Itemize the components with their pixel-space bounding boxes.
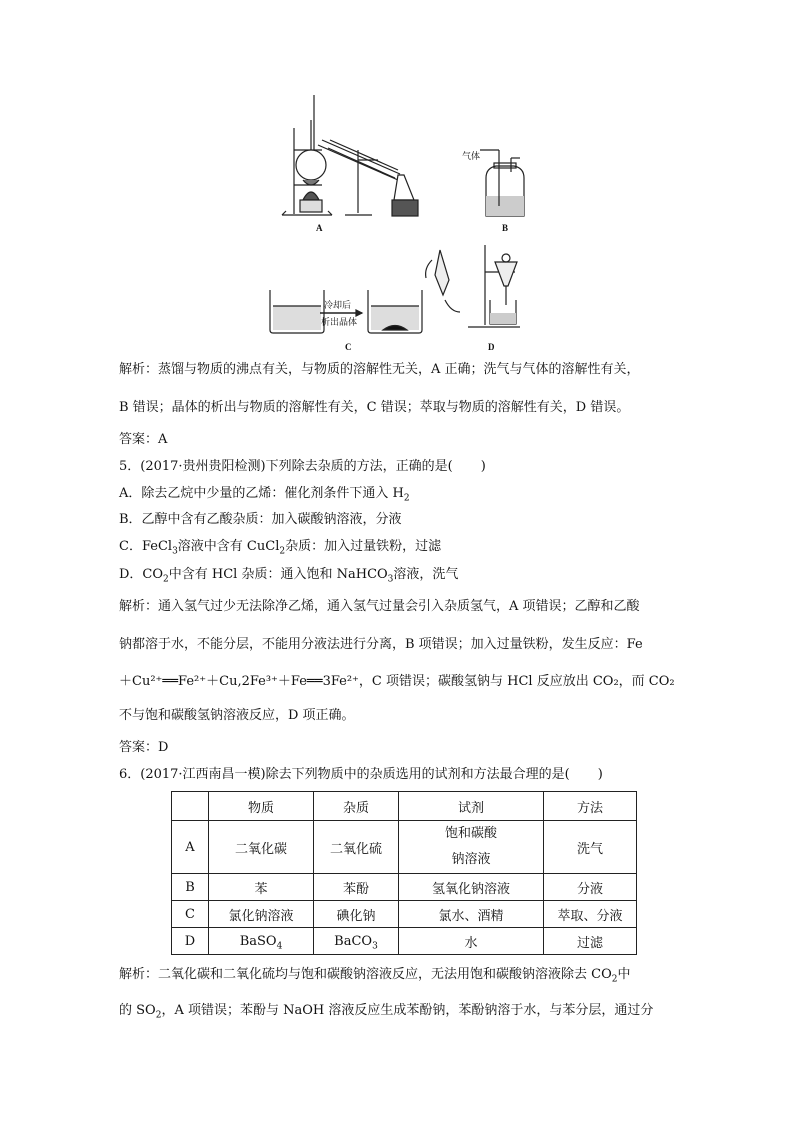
q6-analysis-1-tail: 中 — [617, 967, 631, 982]
cell-text: BaSO — [239, 933, 277, 949]
q6-analysis-2-sub: 2 — [155, 1010, 162, 1021]
table-header-cell: 方法 — [544, 792, 637, 821]
table-row — [172, 874, 637, 901]
q5-analysis-line-3: ＋Cu²⁺══Fe²⁺＋Cu,2Fe³⁺＋Fe══3Fe²⁺，C 项错误；碳酸氢钠与 HCl 反应放出 CO₂，而 CO₂ — [119, 674, 675, 689]
q6-analysis-1-sub: 2 — [611, 974, 618, 985]
figure-label-b: B — [502, 223, 509, 233]
q5-analysis-line-1: 解析：通入氢气过少无法除净乙烯，通入氢气过量会引入杂质氢气，A 项错误；乙醇和乙酸 — [119, 599, 640, 614]
table-cell — [399, 821, 544, 874]
table-cell: 过滤 — [544, 928, 637, 955]
q5-analysis-line-2: 钠都溶于水，不能分层，不能用分液法进行分离，B 项错误；加入过量铁粉，发生反应：Fe — [119, 637, 643, 652]
q5-option-c-part2: 溶液中含有 CuCl — [177, 539, 280, 554]
reagent-line-2: 钠溶液 — [451, 852, 491, 867]
q6-analysis-line-2 — [119, 1002, 653, 1020]
q5-stem-text: 5．(2017·贵州贵阳检测)下列除去杂质的方法，正确的是( — [119, 459, 453, 474]
q5-option-d-part2: 中含有 HCl 杂质：通入饱和 NaHCO — [168, 567, 388, 582]
figure-label-c: C — [345, 342, 352, 352]
q6-stem-paren: ) — [597, 767, 603, 782]
q5-option-a-text: A．除去乙烷中少量的乙烯：催化剂条件下通入 H — [119, 486, 404, 501]
table-cell: 水 — [399, 928, 544, 955]
q6-options-table — [171, 791, 637, 955]
table-cell — [314, 928, 399, 955]
table-cell: 碘化钠 — [314, 901, 399, 928]
table-row — [172, 901, 637, 928]
table-cell: 二氧化硫 — [314, 821, 399, 874]
gas-label: 气体 — [462, 152, 481, 162]
table-cell: 萃取、分液 — [544, 901, 637, 928]
table-cell: 苯 — [209, 874, 314, 901]
table-row — [172, 821, 637, 874]
table-header-cell — [172, 792, 209, 821]
q6-analysis-2-tail: ，A 项错误；苯酚与 NaOH 溶液反应生成苯酚钠，苯酚钠溶于水，与苯分层，通过分 — [161, 1003, 654, 1018]
table-row — [172, 928, 637, 955]
q4-analysis-line-2: B 错误；晶体的析出与物质的溶解性有关，C 错误；萃取与物质的溶解性有关，D 错误。 — [119, 400, 630, 415]
table-cell: 氯水、酒精 — [399, 901, 544, 928]
table-cell: 氢氧化钠溶液 — [399, 874, 544, 901]
q6-analysis-2-text: 的 SO — [119, 1003, 156, 1018]
cell-sub: 4 — [276, 941, 283, 952]
q5-option-c-part3: 杂质：加入过量铁粉，过滤 — [285, 539, 442, 554]
q5-option-c-sub1: 3 — [172, 546, 178, 557]
q5-answer: 答案：D — [119, 740, 169, 755]
table-cell: B — [172, 874, 209, 901]
table-cell: 二氧化碳 — [209, 821, 314, 874]
q5-option-d-sub1: 2 — [163, 574, 169, 585]
q5-option-c-sub2: 2 — [279, 546, 286, 557]
table-header-row — [172, 792, 637, 821]
q6-stem — [119, 766, 603, 784]
q5-option-c-part1: C．FeCl — [119, 539, 173, 554]
q5-stem — [119, 458, 486, 476]
table-cell: 分液 — [544, 874, 637, 901]
table-cell: 苯酚 — [314, 874, 399, 901]
q4-answer: 答案：A — [119, 432, 168, 447]
table-cell: 氯化钠溶液 — [209, 901, 314, 928]
q5-option-b: B．乙醇中含有乙酸杂质：加入碳酸钠溶液，分液 — [119, 512, 402, 527]
reagent-line-1: 饱和碳酸 — [444, 826, 497, 841]
table-header-cell: 杂质 — [314, 792, 399, 821]
q6-stem-text: 6．(2017·江西南昌一模)除去下列物质中的杂质选用的试剂和方法最合理的是( — [119, 767, 570, 782]
table-cell: D — [172, 928, 209, 955]
figure-label-d: D — [488, 342, 495, 352]
q5-option-d-part1: D．CO — [119, 567, 164, 582]
table-cell: C — [172, 901, 209, 928]
apparatus-figure — [0, 0, 794, 360]
figure-label-a: A — [316, 223, 323, 233]
table-cell — [209, 928, 314, 955]
table-cell: 洗气 — [544, 821, 637, 874]
cell-text: BaCO — [334, 933, 373, 949]
cooling-label: 冷却后 — [324, 301, 352, 311]
q5-option-d-part3: 溶液，洗气 — [393, 567, 459, 582]
cell-sub: 3 — [372, 941, 378, 952]
q5-option-d-sub2: 3 — [387, 574, 394, 585]
q5-analysis-line-4: 不与饱和碳酸氢钠溶液反应，D 项正确。 — [119, 708, 355, 723]
q6-analysis-1-text: 解析：二氧化碳和二氧化硫均与饱和碳酸钠溶液反应，无法用饱和碳酸钠溶液除去 CO — [119, 967, 612, 982]
crystal-label: 析出晶体 — [321, 318, 358, 328]
q4-analysis-line-1: 解析：蒸馏与物质的沸点有关，与物质的溶解性无关，A 正确；洗气与气体的溶解性有关， — [119, 362, 640, 377]
q5-stem-paren: ) — [480, 459, 486, 474]
table-header-cell: 物质 — [209, 792, 314, 821]
table-header-cell: 试剂 — [399, 792, 544, 821]
q5-option-a-sub: 2 — [403, 493, 410, 504]
q5-option-c — [119, 538, 441, 556]
q5-option-d — [119, 566, 458, 584]
q5-option-a — [119, 485, 410, 503]
q6-analysis-line-1 — [119, 966, 631, 984]
table-cell: A — [172, 821, 209, 874]
